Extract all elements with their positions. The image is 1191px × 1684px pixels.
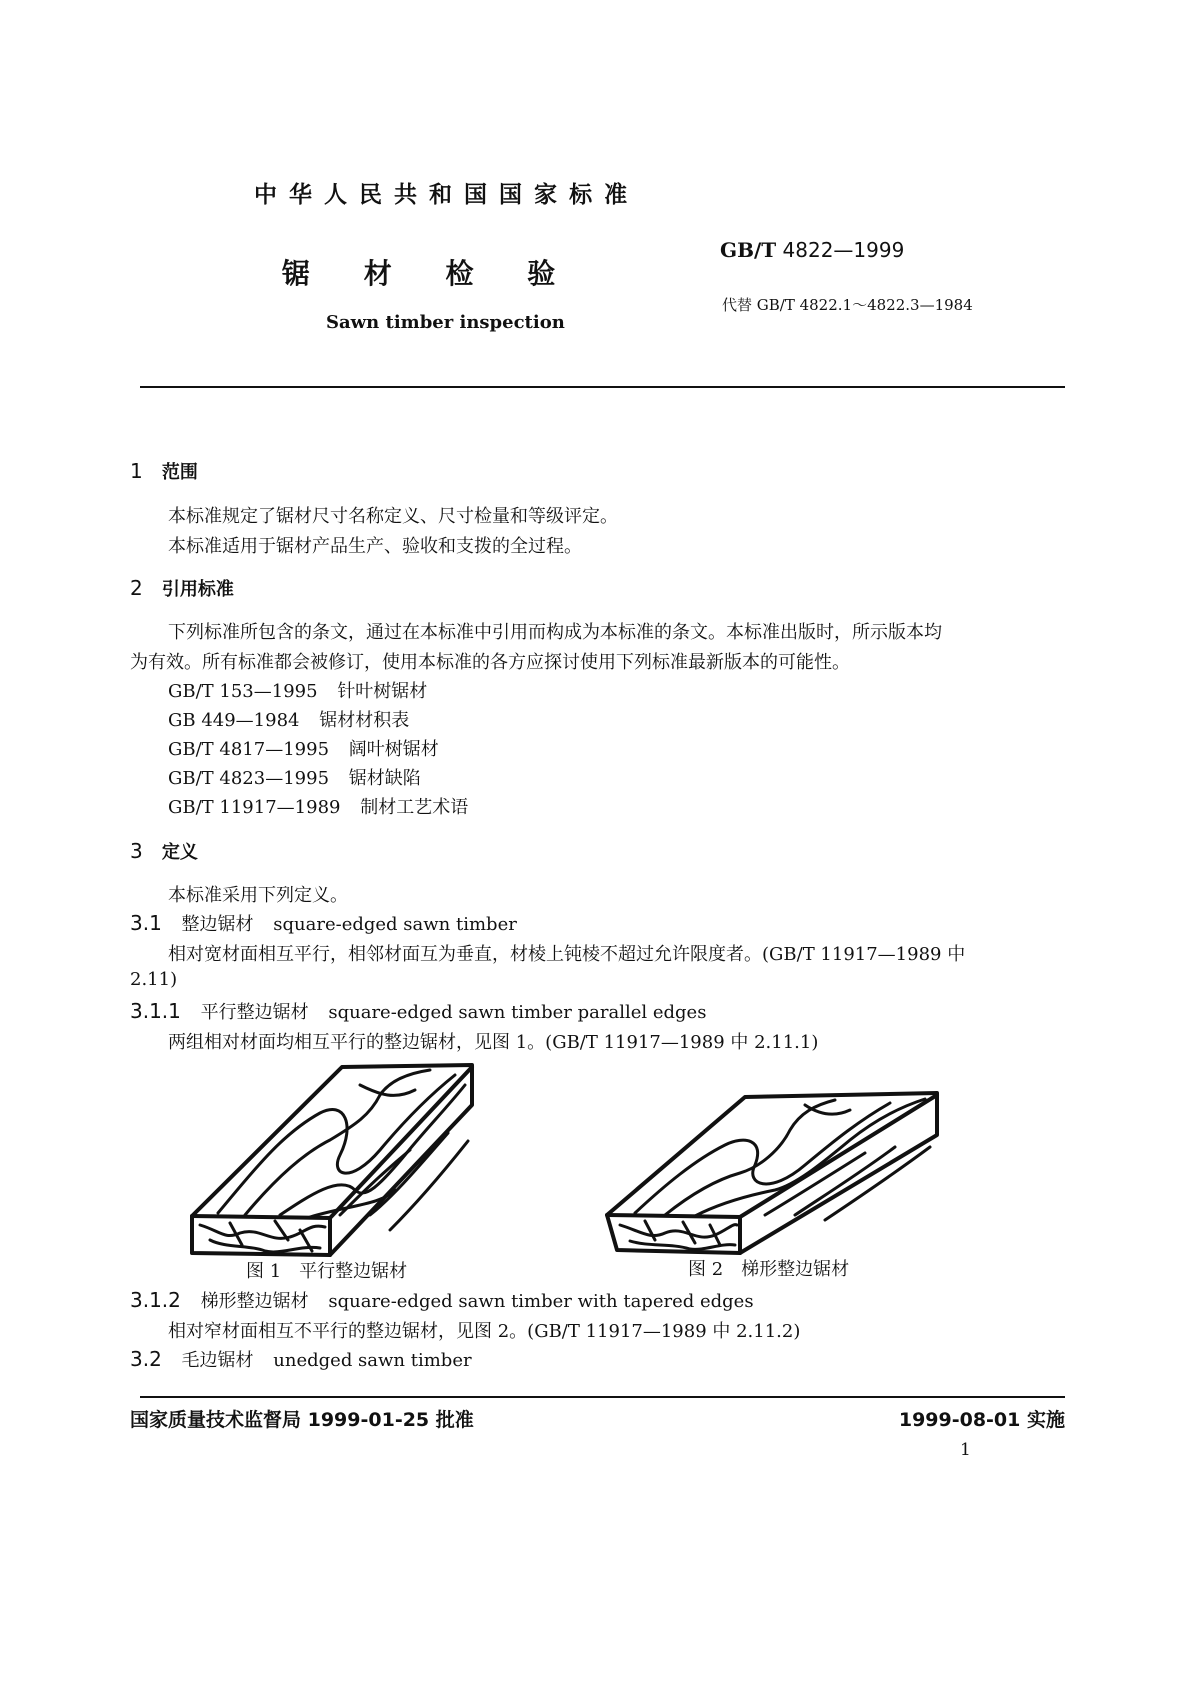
definition-3-1-2 [130, 1287, 754, 1313]
reference-name: 锯材材积表 [319, 710, 410, 731]
definition-text: 两组相对材面均相互平行的整边锯材，见图 1。(GB/T 11917—1989 中 2.11.1) [168, 1032, 819, 1053]
reference-code: GB/T 11917—1989 [168, 797, 341, 818]
reference-item [168, 793, 468, 819]
clause-number: 3.1 [130, 911, 162, 935]
paragraph: 本标准采用下列定义。 [168, 885, 348, 906]
definition-3-1-1 [130, 998, 706, 1024]
figure-1-caption: 图 1 平行整边锯材 [246, 1261, 408, 1282]
standard-prefix: GB/T [720, 238, 777, 262]
section-title: 定义 [161, 842, 198, 863]
term-cn: 平行整边锯材 [200, 1002, 309, 1023]
term-en: square-edged sawn timber with tapered edges [328, 1291, 754, 1312]
term-en: square-edged sawn timber [273, 914, 517, 935]
reference-code: GB/T 4817—1995 [168, 739, 330, 760]
definition-3-2 [130, 1346, 472, 1372]
section-number: 3 [130, 839, 143, 863]
definition-text: 相对宽材面相互平行，相邻材面互为垂直，材棱上钝棱不超过允许限度者。(GB/T 11917—1989 中 [168, 944, 966, 965]
definition-3-1 [130, 910, 517, 936]
term-cn: 整边锯材 [181, 914, 254, 935]
clause-number: 3.1.2 [130, 1288, 181, 1312]
term-en: square-edged sawn timber parallel edges [328, 1002, 707, 1023]
section-title: 引用标准 [161, 579, 234, 600]
reference-code: GB/T 4823—1995 [168, 768, 330, 789]
replaces-standard: 代替 GB/T 4822.1～4822.3—1984 [722, 296, 973, 314]
header-divider [140, 386, 1065, 388]
figure-2-tapered-board [595, 1085, 945, 1260]
figure-1-parallel-board [180, 1055, 490, 1265]
reference-name: 针叶树锯材 [337, 681, 428, 702]
section-3-heading [130, 838, 198, 864]
term-cn: 毛边锯材 [181, 1350, 254, 1371]
section-title: 范围 [161, 462, 198, 483]
term-en: unedged sawn timber [273, 1350, 472, 1371]
section-2-heading [130, 575, 234, 601]
paragraph: 本标准适用于锯材产品生产、验收和支拨的全过程。 [168, 536, 582, 557]
footer-divider [140, 1396, 1065, 1398]
paragraph: 本标准规定了锯材尺寸名称定义、尺寸检量和等级评定。 [168, 506, 618, 527]
reference-name: 制材工艺术语 [360, 797, 469, 818]
effective-date: 1999-08-01 实施 [898, 1409, 1065, 1431]
reference-name: 阔叶树锯材 [348, 739, 439, 760]
reference-code: GB/T 153—1995 [168, 681, 318, 702]
reference-item [168, 735, 439, 761]
paragraph: 下列标准所包含的条文，通过在本标准中引用而构成为本标准的条文。本标准出版时，所示版本均 [168, 622, 942, 643]
section-1-heading [130, 458, 198, 484]
reference-item [168, 764, 421, 790]
figure-2-caption: 图 2 梯形整边锯材 [688, 1259, 850, 1280]
definition-text: 2.11) [130, 969, 178, 990]
paragraph: 为有效。所有标准都会被修订，使用本标准的各方应探讨使用下列标准最新版本的可能性。 [130, 652, 850, 673]
section-number: 2 [130, 576, 143, 600]
approval-date: 国家质量技术监督局 1999-01-25 批准 [130, 1409, 474, 1431]
national-standard-title: 中 华 人 民 共 和 国 国 家 标 准 [254, 182, 630, 208]
section-number: 1 [130, 459, 143, 483]
reference-name: 锯材缺陷 [348, 768, 421, 789]
definition-text: 相对窄材面相互不平行的整边锯材，见图 2。(GB/T 11917—1989 中 2.11.2) [168, 1321, 801, 1342]
clause-number: 3.1.1 [130, 999, 181, 1023]
page-number: 1 [960, 1440, 971, 1460]
reference-item [168, 677, 427, 703]
standard-number [720, 238, 904, 262]
reference-item [168, 706, 409, 732]
document-title-cn: 锯 材 检 验 [282, 257, 556, 290]
document-title-en: Sawn timber inspection [326, 312, 565, 333]
standard-code: 4822—1999 [782, 238, 905, 262]
term-cn: 梯形整边锯材 [200, 1291, 309, 1312]
reference-code: GB 449—1984 [168, 710, 300, 731]
clause-number: 3.2 [130, 1347, 162, 1371]
